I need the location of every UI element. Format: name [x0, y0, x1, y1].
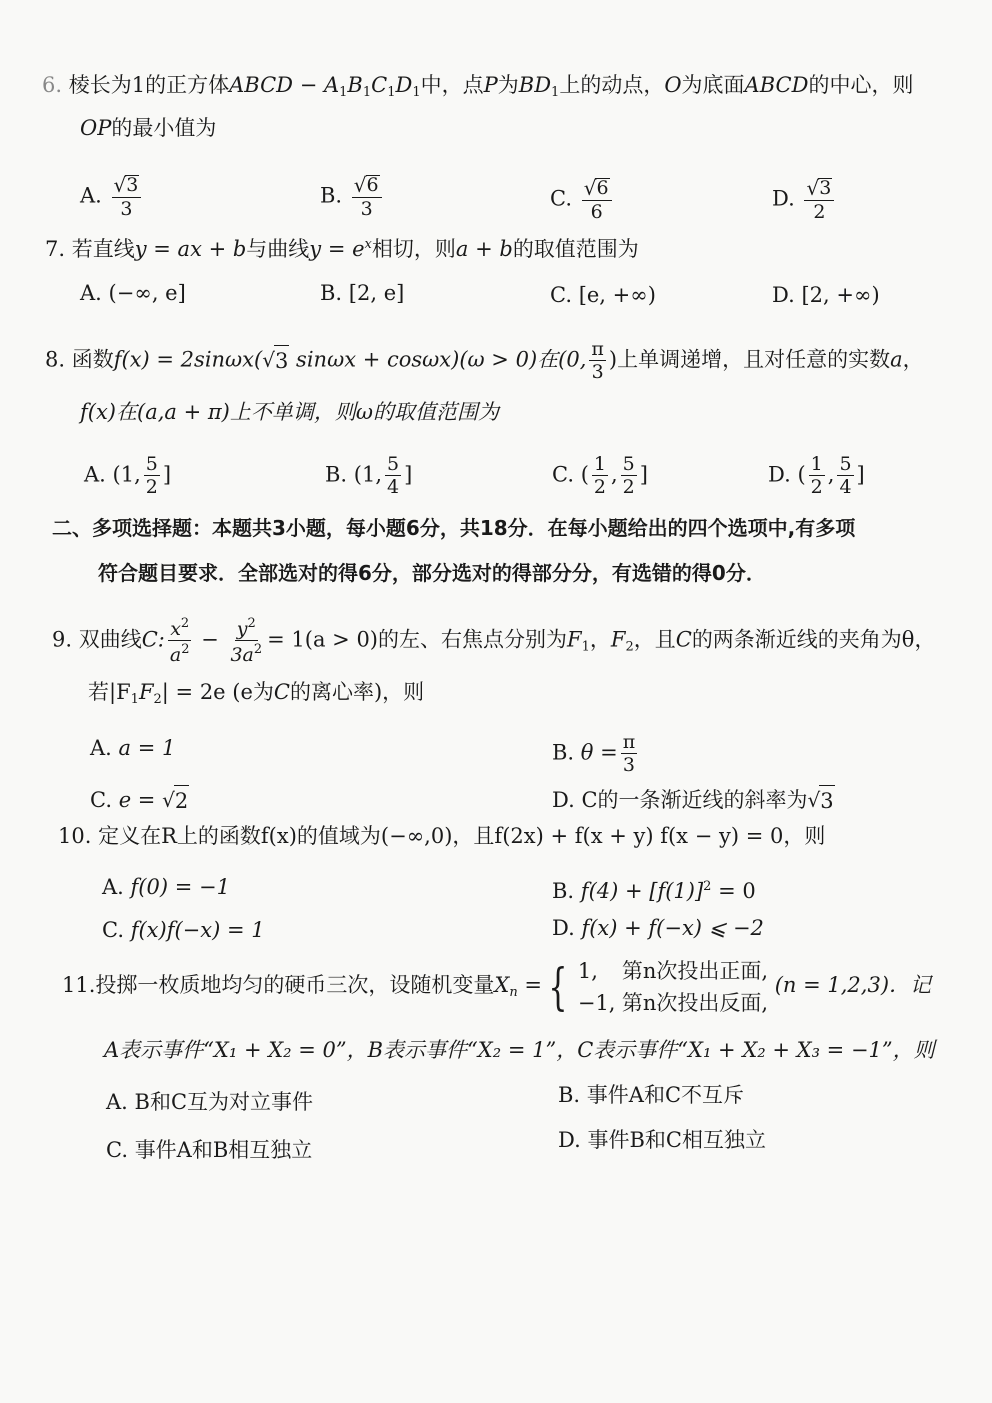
q9-option-b: B. θ = $\frac{\pi}{3}$ [552, 731, 636, 776]
q11-line2: A表示事件“X₁ + X₂ = 0”，B表示事件“X₂ = 1”，C表示事件“X₁ + X₂ + X₃ = −1”，则 [104, 1038, 935, 1062]
section-2-heading: 二、多项选择题：本题共3小题，每小题6分，共18分．在每小题给出的四个选项中,有多项 [52, 516, 856, 540]
q8-line1: 8. 函数f(x) = 2sinωx( √ 3 sinωx + cosωx)(ω > 0)在(0, $\frac{\pi}{3}$ )上单调递增，且对任意的实数a， [45, 338, 924, 383]
q6-option-a: A. √ 3 3 [80, 175, 144, 219]
q6-number: 6. [42, 73, 63, 97]
q9-option-a: A. a = 1 [90, 736, 176, 760]
q11-line1: 11.投掷一枚质地均匀的硬币三次，设随机变量$X_n$ = { 1, 第n次投出正面, −1, 第n次投出反面, (n = 1,2,3)．记 [62, 950, 931, 1028]
q11-option-c: C. 事件A和B相互独立 [106, 1138, 313, 1162]
q6-option-d: D. √ 3 2 [772, 178, 837, 222]
q6-line1: 6. 棱长为1的正方体ABCD − $A_1B_1C_1D_1$中，点P为$BD_1$上的动点，O为底面ABCD的中心，则 [42, 73, 914, 100]
q7-line1: 7. 若直线y = ax + b与曲线$y = e^x$相切，则a + b的取值范围为 [45, 237, 639, 261]
q10-option-b: B. $f(4) + [f(1)]^2 = 0$ [552, 879, 756, 903]
q10-option-c: C. f(x)f(−x) = 1 [102, 918, 265, 942]
q8-option-c: C. ( $\frac{1}{2}$ , $\frac{5}{2}$ ] [552, 453, 648, 498]
q8-line2: f(x)在(a,a + π)上不单调，则ω的取值范围为 [80, 400, 499, 424]
q6-option-c: C. √ 6 6 [550, 178, 615, 222]
q7-option-a: A. (−∞, e] [80, 281, 186, 305]
q9-option-d: D. C的一条渐近线的斜率为 √ 3 [552, 785, 835, 816]
q8-option-a: A. (1, $\frac{5}{2}$ ] [84, 453, 172, 498]
q9-line2: 若$|F_1F_2| = 2e$ (e为C的离心率)，则 [88, 680, 425, 707]
q11-cases: 1, 第n次投出正面, −1, 第n次投出反面, [577, 958, 769, 1015]
q11-option-a: A. B和C互为对立事件 [106, 1090, 314, 1114]
section-2-instructions: 符合题目要求．全部选对的得6分，部分选对的得部分分，有选错的得0分． [98, 561, 766, 585]
q10-option-a: A. f(0) = −1 [102, 875, 230, 899]
q10-line1: 10. 定义在R上的函数f(x)的值域为(−∞,0)，且f(2x) + f(x + y) f(x − y) = 0，则 [58, 824, 826, 848]
q9-line1: 9. 双曲线C: $\frac{x^2}{a^2}$ − $\frac{y^2}{3a^2}$ = 1(a > 0)的左、右焦点分别为$F_1$，$F_2$，且C的两条渐近线的夹角为θ， [52, 616, 936, 666]
q11-option-d: D. 事件B和C相互独立 [558, 1128, 766, 1152]
q8-option-b: B. (1, $\frac{5}{4}$ ] [325, 453, 413, 498]
q11-option-b: B. 事件A和C不互斥 [558, 1083, 745, 1107]
q9-option-c: C. e = √ 2 [90, 785, 189, 816]
q7-option-b: B. [2, e] [320, 281, 405, 305]
q7-option-c: C. [e, +∞) [550, 283, 656, 307]
q10-option-d: D. f(x) + f(−x) ⩽ −2 [552, 916, 764, 940]
q6-line2: OP的最小值为 [80, 116, 217, 140]
q7-option-d: D. [2, +∞) [772, 283, 880, 307]
q6-option-b: B. √ 6 3 [320, 175, 385, 219]
q8-option-d: D. ( $\frac{1}{2}$ , $\frac{5}{4}$ ] [768, 453, 865, 498]
